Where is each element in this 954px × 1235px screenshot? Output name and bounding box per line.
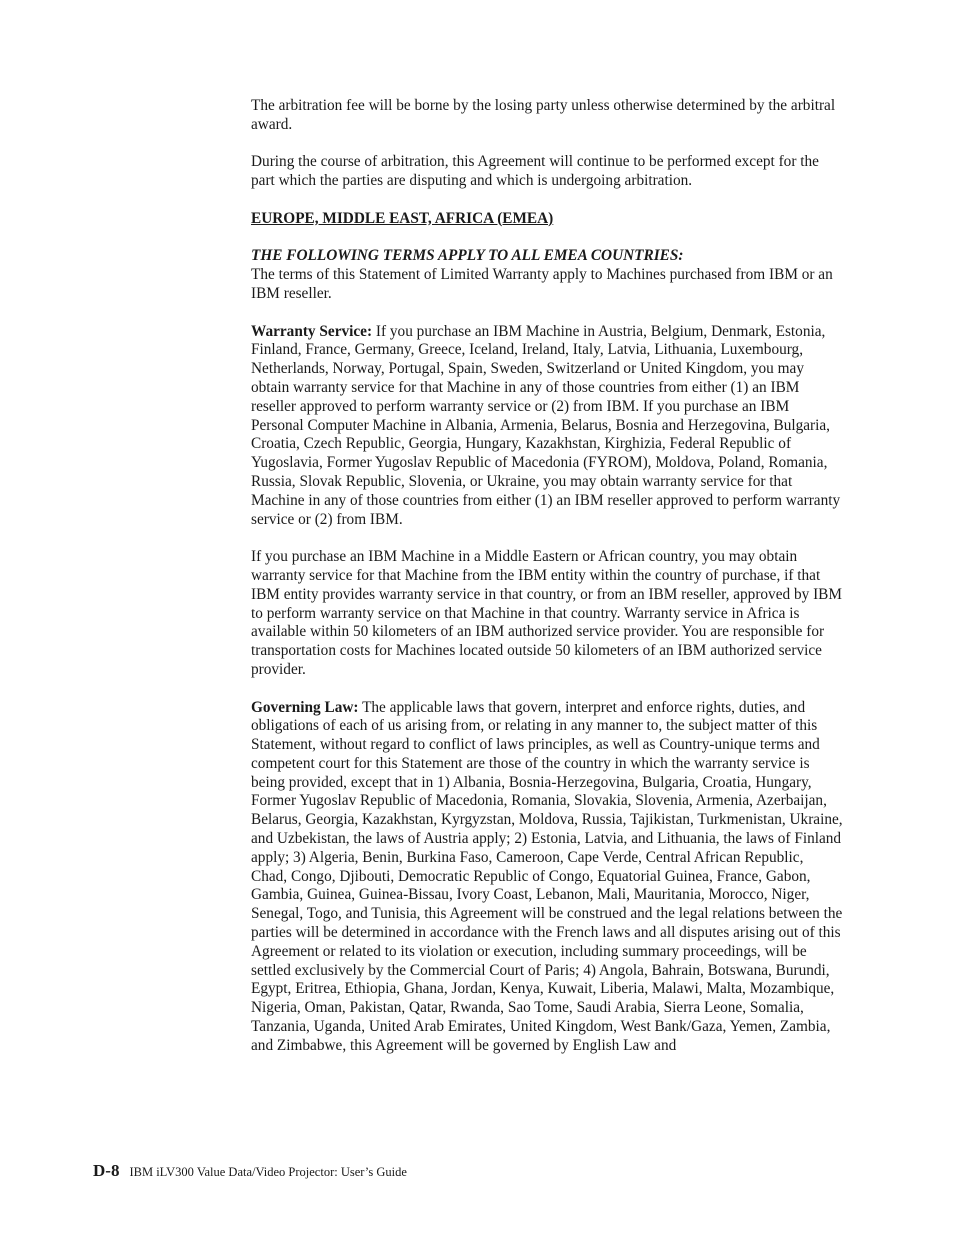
paragraph-arbitration-course: During the course of arbitration, this Agreement will continue to be performed except for the part which the parties are disputing and which is undergoing arbitration. <box>251 153 819 190</box>
document-body <box>251 97 843 1074</box>
paragraph-middle-east-africa: If you purchase an IBM Machine in a Middle Eastern or African country, you may obtain warranty service for that Machine from the IBM entity within the country of purchase, if that IBM entity provides warranty service in that country, or from an IBM reseller, approved by IBM to perform warranty service on that Machine in that country. Warranty service in Africa is available within 50 kilometers of an IBM authorized service provider. You are responsible for transportation costs for Machines located outside 50 kilometers of an IBM authorized service provider. <box>251 548 842 678</box>
paragraph-arbitration-fee: The arbitration fee will be borne by the losing party unless otherwise determined by the arbitral award. <box>251 97 836 133</box>
warranty-service-text: If you purchase an IBM Machine in Austria, Belgium, Denmark, Estonia, Finland, France, Germany, Greece, Iceland, Ireland, Italy, Latvia, Lithuania, Luxembourg, Netherlands, Norway, Portugal, Spain, Sweden, Switzerland or United Kingdom, you may obtain warranty service for that Machine in any of those countries from either (1) an IBM reseller approved to perform warranty service or (2) from IBM. If you purchase an IBM Personal Computer Machine in Albania, Armenia, Belarus, Bosnia and Herzegovina, Bulgaria, Croatia, Czech Republic, Georgia, Hungary, Kazakhstan, Kirghizia, Federal Republic of Yugoslavia, Former Yugoslav Republic of Macedonia (FYROM), Moldova, Poland, Romania, Russia, Slovak Republic, Slovenia, or Ukraine, you may obtain warranty service for that Machine in any of those countries from either (1) an IBM reseller approved to perform warranty service or (2) from IBM. <box>251 322 841 528</box>
paragraph-emea-terms <box>251 247 843 303</box>
page-footer <box>93 1161 407 1181</box>
paragraph-governing-law <box>251 699 843 1056</box>
subheading-emea-countries: THE FOLLOWING TERMS APPLY TO ALL EMEA COUNTRIES: <box>251 247 684 265</box>
emea-terms-text: The terms of this Statement of Limited Warranty apply to Machines purchased from IBM or an IBM reseller. <box>251 266 833 302</box>
section-heading-emea: EUROPE, MIDDLE EAST, AFRICA (EMEA) <box>251 209 554 227</box>
governing-law-text: The applicable laws that govern, interpret and enforce rights, duties, and obligations of each of us arising from, or relating in any manner to, the subject matter of this Statement, without regard to conflict of laws principles, as well as Country-unique terms and competent court for this Statement are those of the country in which the warranty service is being provided, except that in 1) Albania, Bosnia-Herzegovina, Bulgaria, Croatia, Hungary, Former Yugoslav Republic of Macedonia, Romania, Slovakia, Slovenia, Armenia, Azerbaijan, Belarus, Georgia, Kazakhstan, Kyrgyzstan, Moldova, Russia, Tajikistan, Turkmenistan, Ukraine, and Uzbekistan, the laws of Austria apply; 2) Estonia, Latvia, and Lithuania, the laws of Finland apply; 3) Algeria, Benin, Burkina Faso, Cameroon, Cape Verde, Central African Republic, Chad, Congo, Djibouti, Democratic Republic of Congo, Equatorial Guinea, France, Gabon, Gambia, Guinea, Guinea-Bissau, Ivory Coast, Lebanon, Mali, Mauritania, Morocco, Niger, Senegal, Togo, and Tunisia, this Agreement will be construed and the legal relations between the parties will be determined in accordance with the French laws and all disputes arising out of this Agreement or related to its violation or execution, including summary proceedings, will be settled exclusively by the Commercial Court of Paris; 4) Angola, Bahrain, Botswana, Burundi, Egypt, Eritrea, Ethiopia, Ghana, Jordan, Kenya, Kuwait, Liberia, Malawi, Malta, Mozambique, Nigeria, Oman, Pakistan, Qatar, Rwanda, Sao Tome, Saudi Arabia, Sierra Leone, Somalia, Tanzania, Uganda, United Arab Emirates, United Kingdom, West Bank/Gaza, Yemen, Zambia, and Zimbabwe, this Agreement will be governed by English Law and <box>251 698 843 1054</box>
document-title: IBM iLV300 Value Data/Video Projector: User’s Guide <box>129 1165 407 1179</box>
page-number: D-8 <box>93 1161 120 1180</box>
paragraph-warranty-service <box>251 323 843 530</box>
governing-law-label: Governing Law: <box>251 698 359 716</box>
warranty-service-label: Warranty Service: <box>251 322 373 340</box>
